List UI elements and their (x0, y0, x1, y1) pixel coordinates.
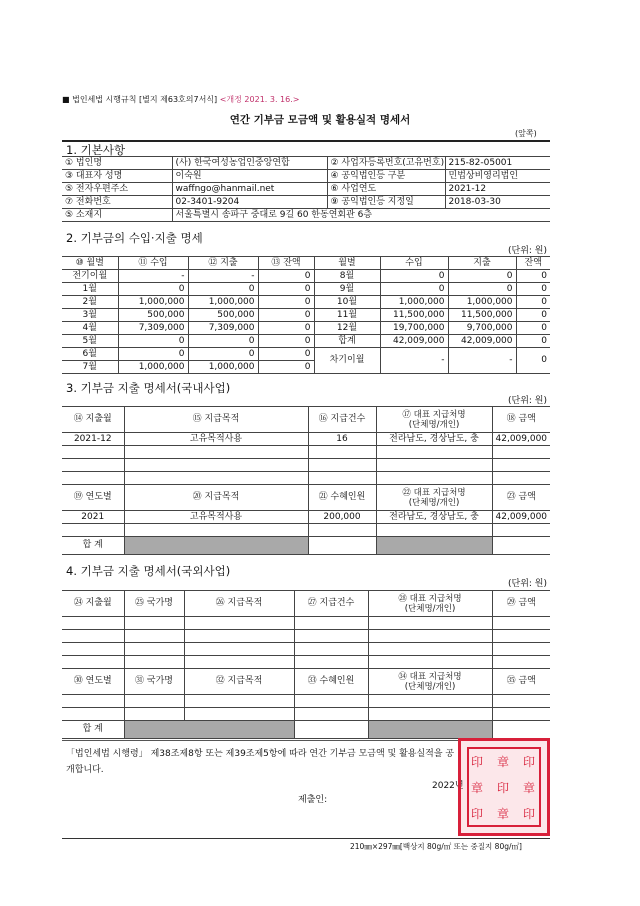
empty-cell (62, 643, 124, 656)
field-value: 2018-03-30 (445, 196, 550, 209)
data-cell: 0 (188, 335, 258, 348)
data-cell: 0 (516, 335, 550, 348)
column-header: ⑪ 수입 (118, 257, 188, 270)
empty-cell (492, 656, 550, 669)
empty-cell (62, 446, 124, 459)
empty-cell (62, 472, 124, 485)
empty-row (62, 630, 550, 643)
data-cell: 5월 (62, 335, 118, 348)
field-label: ⑥ 사업연도 (327, 183, 445, 196)
data-cell: 16 (308, 433, 376, 446)
empty-cell (294, 617, 368, 630)
data-cell: 1,000,000 (118, 361, 188, 374)
data-cell: 0 (188, 283, 258, 296)
empty-row (62, 459, 550, 472)
data-cell: 0 (448, 270, 516, 283)
data-cell: 8월 (314, 270, 380, 283)
carry-over-value: - (448, 348, 516, 374)
basic-info-row (62, 183, 550, 196)
data-cell: 0 (380, 283, 448, 296)
income-row (62, 309, 550, 322)
income-expense-table (62, 256, 550, 374)
data-cell: 1,000,000 (118, 296, 188, 309)
column-header: ㉔ 지출월 (62, 591, 124, 617)
section4-unit: (단위: 원) (508, 579, 547, 589)
empty-cell (492, 630, 550, 643)
data-cell: 0 (258, 361, 314, 374)
empty-cell (62, 617, 124, 630)
empty-cell (124, 459, 308, 472)
empty-cell (62, 524, 124, 537)
empty-cell (62, 656, 124, 669)
paper-spec-note: 210㎜×297㎜[백상지 80g/㎡ 또는 중질지 80g/㎡] (350, 842, 522, 851)
data-cell: 합계 (314, 335, 380, 348)
empty-cell (492, 459, 550, 472)
header-line: ㉞ 대표 지급처명 (398, 671, 462, 682)
data-cell: 12월 (314, 322, 380, 335)
data-cell: 0 (516, 309, 550, 322)
page-side-label: (앞쪽) (515, 129, 537, 138)
empty-cell (124, 472, 308, 485)
column-header (376, 407, 492, 433)
shaded-cell (124, 537, 308, 555)
column-header (376, 485, 492, 511)
income-row (62, 322, 550, 335)
data-cell: 0 (380, 270, 448, 283)
empty-row (62, 708, 550, 721)
domestic-expense-table (62, 406, 550, 555)
field-value: 2021-12 (445, 183, 550, 196)
data-cell: 0 (448, 283, 516, 296)
column-header: ⑱ 금액 (492, 407, 550, 433)
basic-info-row (62, 170, 550, 183)
data-cell: 2021-12 (62, 433, 124, 446)
field-label: ③ 대표자 성명 (62, 170, 172, 183)
empty-cell (492, 524, 550, 537)
header-line: (단체명/개인) (408, 497, 460, 508)
submitter-label: 제출인: (298, 795, 328, 805)
data-cell: - (188, 270, 258, 283)
empty-cell (308, 459, 376, 472)
empty-cell (184, 695, 294, 708)
empty-row (62, 656, 550, 669)
data-cell: 11,500,000 (448, 309, 516, 322)
data-cell: 1월 (62, 283, 118, 296)
shaded-cell (376, 537, 492, 555)
data-cell: - (118, 270, 188, 283)
total-row (62, 721, 550, 739)
empty-row (62, 446, 550, 459)
empty-row (62, 472, 550, 485)
data-cell: 6월 (62, 348, 118, 361)
data-cell: 0 (258, 270, 314, 283)
data-cell: 1,000,000 (188, 296, 258, 309)
empty-cell (368, 643, 492, 656)
empty-cell (62, 630, 124, 643)
header-line: ⑰ 대표 지급처명 (402, 409, 466, 420)
data-cell: 2월 (62, 296, 118, 309)
data-cell: 42,009,000 (492, 511, 550, 524)
empty-cell (294, 708, 368, 721)
carry-over-value: 0 (516, 348, 550, 374)
form-title: 연간 기부금 모금액 및 활용실적 명세서 (229, 114, 411, 126)
data-cell: 0 (188, 348, 258, 361)
data-cell: 9,700,000 (448, 322, 516, 335)
top-divider (62, 140, 550, 142)
empty-cell (184, 617, 294, 630)
data-cell: 3월 (62, 309, 118, 322)
data-cell: 7,309,000 (188, 322, 258, 335)
data-cell: 7,309,000 (118, 322, 188, 335)
data-cell: 전기이월 (62, 270, 118, 283)
empty-cell (492, 721, 550, 739)
bottom-divider (62, 838, 550, 839)
empty-cell (376, 446, 492, 459)
empty-cell (294, 643, 368, 656)
column-header: ⑮ 지급목적 (124, 407, 308, 433)
empty-cell (184, 708, 294, 721)
field-value: (사) 한국여성농업인중앙연합 (172, 157, 327, 170)
empty-cell (376, 459, 492, 472)
empty-cell (492, 695, 550, 708)
empty-cell (308, 537, 376, 555)
form-ref-text: ■ 법인세법 시행규칙 [별지 제63호의7서식] (62, 95, 218, 104)
empty-cell (294, 656, 368, 669)
empty-row (62, 617, 550, 630)
income-row (62, 348, 550, 361)
empty-cell (308, 524, 376, 537)
empty-cell (124, 446, 308, 459)
empty-cell (62, 708, 124, 721)
empty-cell (492, 472, 550, 485)
field-value: 02-3401-9204 (172, 196, 327, 209)
empty-cell (124, 630, 184, 643)
data-cell: 0 (118, 348, 188, 361)
shaded-cell (124, 721, 294, 739)
basic-info-table (62, 156, 550, 222)
empty-cell (492, 643, 550, 656)
form-reference (62, 94, 299, 105)
section2-unit: (단위: 원) (508, 246, 547, 256)
column-header: ⑩ 월별 (62, 257, 118, 270)
empty-cell (492, 537, 550, 555)
empty-cell (184, 643, 294, 656)
empty-cell (294, 695, 368, 708)
column-header (368, 591, 492, 617)
data-cell: 1,000,000 (380, 296, 448, 309)
data-cell: 0 (516, 283, 550, 296)
section3-unit: (단위: 원) (508, 396, 547, 406)
data-cell: 11,500,000 (380, 309, 448, 322)
overseas-expense-table (62, 590, 550, 739)
empty-cell (124, 656, 184, 669)
header-line: ㉒ 대표 지급처명 (402, 487, 466, 498)
empty-cell (62, 695, 124, 708)
section1-title: 1. 기본사항 (66, 143, 126, 157)
empty-cell (124, 708, 184, 721)
column-header (368, 669, 492, 695)
column-header: ㉜ 지급목적 (184, 669, 294, 695)
empty-cell (492, 617, 550, 630)
section3-title: 3. 기부금 지출 명세서(국내사업) (66, 381, 231, 395)
empty-cell (308, 446, 376, 459)
column-header: ⑲ 연도별 (62, 485, 124, 511)
address-label: ⑤ 소재지 (62, 209, 172, 222)
total-label: 합 계 (62, 537, 124, 555)
empty-cell (308, 472, 376, 485)
data-cell: 0 (516, 322, 550, 335)
empty-cell (184, 630, 294, 643)
data-cell: 11월 (314, 309, 380, 322)
overseas-header-row (62, 591, 550, 617)
data-cell: 0 (118, 335, 188, 348)
column-header: ㉟ 금액 (492, 669, 550, 695)
data-cell: 200,000 (308, 511, 376, 524)
income-row (62, 283, 550, 296)
section4-title: 4. 기부금 지출 명세서(국외사업) (66, 564, 231, 578)
data-cell: 0 (258, 309, 314, 322)
official-seal-stamp: 印 章 印 章 印 章 印 章 印 (458, 738, 550, 836)
empty-cell (376, 472, 492, 485)
empty-cell (62, 459, 124, 472)
data-cell: 42,009,000 (492, 433, 550, 446)
field-label: ⑨ 공익법인등 지정일 (327, 196, 445, 209)
empty-row (62, 524, 550, 537)
empty-cell (368, 630, 492, 643)
empty-cell (124, 524, 308, 537)
income-row (62, 335, 550, 348)
empty-cell (368, 695, 492, 708)
basic-info-row (62, 196, 550, 209)
column-header: ⑭ 지출월 (62, 407, 124, 433)
column-header: 지출 (448, 257, 516, 270)
income-row (62, 270, 550, 283)
empty-cell (294, 721, 368, 739)
header-line: (단체명/개인) (404, 681, 456, 692)
data-cell: 1,000,000 (448, 296, 516, 309)
statement-date: 2022년 (432, 781, 464, 791)
field-label: ① 법인명 (62, 157, 172, 170)
data-cell: 4월 (62, 322, 118, 335)
address-value: 서울특별시 송파구 중대로 9길 60 한동연회관 6층 (172, 209, 550, 222)
column-header: ⑬ 잔액 (258, 257, 314, 270)
data-cell: 0 (516, 270, 550, 283)
empty-cell (368, 617, 492, 630)
domestic-header-row (62, 407, 550, 433)
header-line: ㉘ 대표 지급처명 (398, 593, 462, 604)
data-cell: 0 (258, 283, 314, 296)
empty-cell (492, 446, 550, 459)
empty-cell (124, 695, 184, 708)
empty-cell (294, 630, 368, 643)
statement-line-2: 개합니다. (66, 765, 104, 775)
data-cell: 19,700,000 (380, 322, 448, 335)
column-header: ㉝ 수혜인원 (294, 669, 368, 695)
overseas-yearly-header-row (62, 669, 550, 695)
column-header: ㉗ 지급건수 (294, 591, 368, 617)
data-cell: 7월 (62, 361, 118, 374)
empty-cell (124, 617, 184, 630)
column-header: ㉓ 금액 (492, 485, 550, 511)
column-header: ⑫ 지출 (188, 257, 258, 270)
header-line: (단체명/개인) (408, 419, 460, 430)
basic-info-row (62, 157, 550, 170)
revision-text: <개정 2021. 3. 16.> (219, 95, 300, 104)
column-header: 월별 (314, 257, 380, 270)
column-header: ㉚ 연도별 (62, 669, 124, 695)
column-header: ㉑ 수혜인원 (308, 485, 376, 511)
total-row (62, 537, 550, 555)
empty-cell (184, 656, 294, 669)
column-header: ㉖ 지급목적 (184, 591, 294, 617)
data-cell: 0 (258, 296, 314, 309)
empty-cell (376, 524, 492, 537)
empty-cell (368, 656, 492, 669)
data-cell: 0 (258, 322, 314, 335)
column-header: 잔액 (516, 257, 550, 270)
empty-cell (124, 643, 184, 656)
empty-row (62, 695, 550, 708)
data-cell: 0 (258, 348, 314, 361)
data-cell: 42,009,000 (448, 335, 516, 348)
carry-over-value: - (380, 348, 448, 374)
statement-line-1: 「법인세법 시행령」 제38조제8항 또는 제39조제5항에 따라 연간 기부금 모금액 및 활용실적을 공 (66, 749, 455, 759)
expense-row (62, 511, 550, 524)
data-cell: 9월 (314, 283, 380, 296)
carry-over-label: 차기이월 (314, 348, 380, 374)
data-cell: 0 (118, 283, 188, 296)
field-label: ⑦ 전화번호 (62, 196, 172, 209)
income-row (62, 296, 550, 309)
data-cell: 10월 (314, 296, 380, 309)
address-row (62, 209, 550, 222)
column-header: ⑯ 지급건수 (308, 407, 376, 433)
data-cell: 고유목적사용 (124, 433, 308, 446)
field-label: ⑤ 전자우편주소 (62, 183, 172, 196)
column-header: ㉕ 국가명 (124, 591, 184, 617)
data-cell: 500,000 (188, 309, 258, 322)
data-cell: 전라남도, 경상남도, 충 (376, 433, 492, 446)
field-value: 이숙원 (172, 170, 327, 183)
data-cell: 0 (516, 296, 550, 309)
income-header-row (62, 257, 550, 270)
column-header: ㉛ 국가명 (124, 669, 184, 695)
data-cell: 2021 (62, 511, 124, 524)
field-value: waffngo@hanmail.net (172, 183, 327, 196)
column-header: 수입 (380, 257, 448, 270)
field-value: 215-82-05001 (445, 157, 550, 170)
section2-title: 2. 기부금의 수입·지출 명세 (66, 231, 203, 245)
shaded-cell (368, 721, 492, 739)
data-cell: 고유목적사용 (124, 511, 308, 524)
column-header: ⑳ 지급목적 (124, 485, 308, 511)
data-cell: 1,000,000 (188, 361, 258, 374)
column-header: ㉙ 금액 (492, 591, 550, 617)
empty-row (62, 643, 550, 656)
header-line: (단체명/개인) (404, 603, 456, 614)
data-cell: 0 (258, 335, 314, 348)
expense-row (62, 433, 550, 446)
empty-cell (368, 708, 492, 721)
domestic-yearly-header-row (62, 485, 550, 511)
field-value: 민법상비영리법인 (445, 170, 550, 183)
empty-cell (492, 708, 550, 721)
data-cell: 42,009,000 (380, 335, 448, 348)
field-label: ④ 공익법인등 구분 (327, 170, 445, 183)
data-cell: 500,000 (118, 309, 188, 322)
total-label: 합 계 (62, 721, 124, 739)
data-cell: 전라남도, 경상남도, 충 (376, 511, 492, 524)
field-label: ② 사업자등록번호(고유번호) (327, 157, 445, 170)
